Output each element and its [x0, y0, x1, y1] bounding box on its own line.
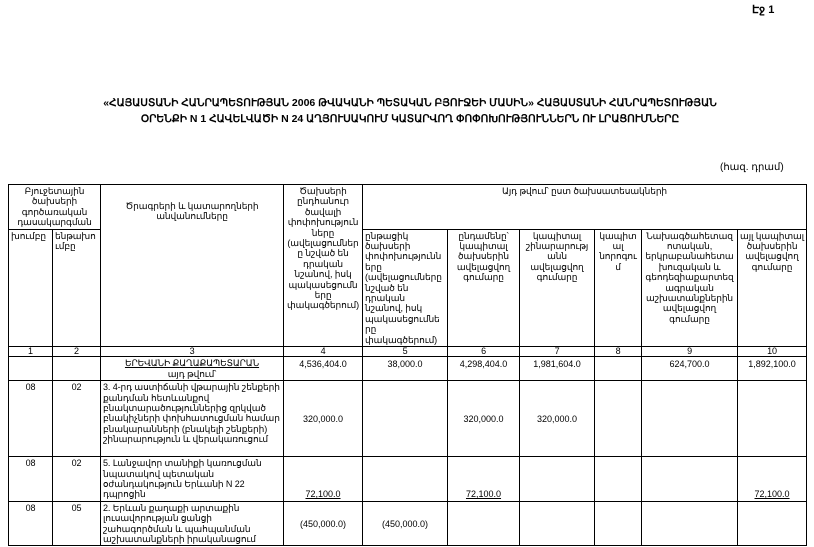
page-label: Էջ 1: [752, 4, 775, 16]
value-cell: 1,981,604.0: [520, 357, 595, 381]
header-current: ընթացիկ ծախսերի փոփոխությունները (ավելացումները նշված են դրական նշանով, իսկ պակասեցումները փակագծերում): [363, 229, 448, 346]
value-cell: 72,100.0: [448, 457, 520, 502]
subgroup-cell: 02: [53, 381, 101, 457]
group-cell: 08: [9, 457, 53, 502]
value-cell: [595, 501, 642, 546]
table-row: [9, 357, 807, 381]
col-number: 2: [53, 347, 101, 357]
table-row: [9, 501, 807, 546]
name-cell: [101, 357, 284, 381]
table-row: [9, 381, 807, 457]
header-total: Ծախսերի ընդհանուր ծավալի փոփոխությունները (ավելացումները նշված են դրական նշանով, իսկ պակասեցումները փակագծերում): [284, 185, 363, 347]
column-numbers-row: [9, 347, 807, 357]
value-cell: 4,298,404.0: [448, 357, 520, 381]
budget-changes-table: [8, 184, 807, 546]
value-cell: 320,000.0: [448, 381, 520, 457]
subgroup-cell: [53, 357, 101, 381]
col-number: 3: [101, 347, 284, 357]
header-names: Ծրագրերի և կատարողների անվանումները: [101, 185, 284, 347]
table-row: [9, 457, 807, 502]
subgroup-cell: 02: [53, 457, 101, 502]
header-construction: կապիտալ շինարարությանն ավելացվող գումարը: [520, 229, 595, 346]
col-number: 4: [284, 347, 363, 357]
value-cell: [595, 381, 642, 457]
value-cell: [642, 501, 738, 546]
subgroup-cell: 05: [53, 501, 101, 546]
group-cell: 08: [9, 381, 53, 457]
value-cell: [738, 501, 807, 546]
col-number: 9: [642, 347, 738, 357]
value-cell: [520, 457, 595, 502]
name-cell: 3. 4-րդ աստիճանի վթարային շենքերի քանդման հետևանքով բնակտարածություններից զրկված բնակիչների փոխհատուցման համար բնակարանների (բնակելի շենքերի) շինարարություն և վերակառուցում: [101, 381, 284, 457]
header-capital-total: ընդամենը՝ կապիտալ ծախսերին ավելացվող գումարը: [448, 229, 520, 346]
col-number: 6: [448, 347, 520, 357]
value-cell: 1,892,100.0: [738, 357, 807, 381]
value-cell: (450,000.0): [363, 501, 448, 546]
unit-label: (հազ. դրամ): [720, 162, 784, 173]
name-cell: 5. Լանջավոր տանիքի կառուցման նպատակով պետական օժանդակություն Երևանի N 22 դպրոցին: [101, 457, 284, 502]
value-cell: 624,700.0: [642, 357, 738, 381]
organization-name: ԵՐԵՎԱՆԻ ՔԱՂԱՔԱՊԵՏԱՐԱՆ: [124, 358, 260, 369]
name-cell: 2. Երևան քաղաքի արտաքին լուսավորության ցանցի շահագործման և պահպանման աշխատանքների իրականացում: [101, 501, 284, 546]
value-cell: 72,100.0: [738, 457, 807, 502]
value-cell: [642, 457, 738, 502]
group-cell: [9, 357, 53, 381]
header-group: խումբը: [9, 229, 53, 346]
document-title: «ՀԱՅԱՍՏԱՆԻ ՀԱՆՐԱՊԵՏՈՒԹՅԱՆ 2006 ԹՎԱԿԱՆԻ ՊԵՏԱԿԱՆ ԲՅՈՒՋԵԻ ՄԱՍԻՆ» ՀԱՅԱՍՏԱՆԻ ՀԱՆՐԱՊԵՏՈՒԹՅԱՆ ՕՐԵՆՔԻ N 1 ՀԱՎԵԼՎԱԾԻ N 24 ԱՂՅՈՒՍԱԿՈՒՄ ԿԱՏԱՐՎՈՂ ՓՈՓՈԽՈՒԹՅՈՒՆՆԵՐՆ ՈՒ ԼՐԱՑՈՒՄՆԵՐԸ: [103, 97, 717, 125]
header-design: Նախագծահետազոտական, երկրաբանահետախուզական և գեոդեզիաքարտեզագրական աշխատանքներին ավելացվող գումարը: [642, 229, 738, 346]
col-number: 10: [738, 347, 807, 357]
value-cell: 320,000.0: [284, 381, 363, 457]
col-number: 8: [595, 347, 642, 357]
header-other-capital: այլ կապիտալ ծախսերին ավելացվող գումարը: [738, 229, 807, 346]
header-by-type: Այդ թվում՝ ըստ ծախսատեսակների: [363, 185, 807, 230]
value-cell: [520, 501, 595, 546]
group-cell: 08: [9, 501, 53, 546]
including-label: այդ թվում՝: [167, 368, 217, 379]
value-cell: [738, 381, 807, 457]
header-subgroup: ենթախումբը: [53, 229, 101, 346]
col-number: 7: [520, 347, 595, 357]
header-repair: կապիտալ նորոգում: [595, 229, 642, 346]
value-cell: 72,100.0: [284, 457, 363, 502]
value-cell: [642, 381, 738, 457]
value-cell: [363, 457, 448, 502]
value-cell: [595, 357, 642, 381]
value-cell: (450,000.0): [284, 501, 363, 546]
col-number: 1: [9, 347, 53, 357]
col-number: 5: [363, 347, 448, 357]
value-cell: [448, 501, 520, 546]
value-cell: [595, 457, 642, 502]
value-cell: 320,000.0: [520, 381, 595, 457]
value-cell: 38,000.0: [363, 357, 448, 381]
header-classification: Բյուջետային ծախսերի գործառական դասակարգման: [9, 185, 101, 230]
value-cell: [363, 381, 448, 457]
value-cell: 4,536,404.0: [284, 357, 363, 381]
